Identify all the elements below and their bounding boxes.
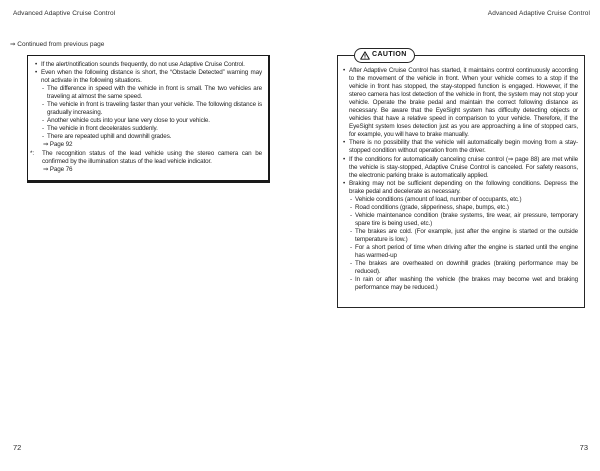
list-item-text: Even when the following distance is short, the “Obstacle Detected” warning may not activate in the following situations. [41, 69, 262, 85]
dash-marker: - [42, 133, 44, 141]
list-item [35, 101, 262, 117]
continued-info-box [27, 55, 270, 183]
list-item-text: For a short period of time when driving after the engine is started until the engine has warmed-up [355, 244, 578, 260]
dash-marker: - [350, 276, 352, 284]
footnote-text: The recognition status of the lead vehicle using the stereo camera can be confirmed by the illumination status of the lead vehicle indicator. [42, 149, 262, 165]
dash-marker: - [42, 85, 44, 93]
footnote [30, 150, 262, 166]
caution-box [337, 51, 585, 308]
list-item-text: The difference in speed with the vehicle in front is small. The two vehicles are traveling at almost the same speed. [47, 85, 262, 101]
list-item [343, 244, 578, 260]
caution-label [354, 48, 415, 63]
list-item [343, 204, 578, 212]
list-item-text: After Adaptive Cruise Control has started, it maintains control continuously according to the movement of the vehicle in front. When your vehicle comes to a stop if the vehicle in front has stopped, the stay-stopped function is engaged. However, if the stereo camera has lost detection of the vehicle in front, the system may not stop your vehicle. Operate the brake pedal and maintain the correct following distance as necessary. Be aware that the EyeSight system has difficulty detecting objects or vehicles that have a relative speed in comparison to your vehicle. Therefore, if the EyeSight system loses detection just as you are approaching a line of stopped cars, for example, you will have to brake manually. [349, 67, 578, 139]
bullet-marker: • [343, 139, 346, 147]
footnote-marker: *: [30, 149, 34, 157]
list-item-text: The brakes are overheated on downhill grades (braking performance may be reduced). [355, 260, 578, 276]
dash-marker: - [350, 211, 352, 219]
dash-marker: - [42, 101, 44, 109]
list-item-text: Vehicle maintenance condition (brake systems, tire wear, air pressure, temporary spare tire is being used, etc.) [355, 211, 578, 227]
page-reference-text: ⇒ Page 92 [43, 141, 73, 149]
list-item-text: Braking may not be sufficient depending on the following conditions. Depress the brake pedal and decelerate as necessary. [349, 179, 578, 195]
dash-marker: - [42, 117, 44, 125]
list-item-text: Another vehicle cuts into your lane very close to your vehicle. [47, 117, 210, 125]
warning-triangle-icon [360, 51, 370, 60]
list-item [35, 69, 262, 85]
right-page-header: Advanced Adaptive Cruise Control [487, 10, 590, 17]
page-reference-text: ⇒ Page 76 [43, 165, 73, 173]
list-item [343, 196, 578, 204]
page-reference [35, 166, 262, 174]
list-item [35, 85, 262, 101]
list-item [35, 61, 262, 69]
list-item [343, 228, 578, 244]
left-page-header: Advanced Adaptive Cruise Control [13, 10, 116, 17]
list-item-text: There is no possibility that the vehicle will automatically begin moving from a stay-stopped condition without operation from the driver. [349, 139, 578, 155]
continued-from-previous-page-note: ⇒ Continued from previous page [10, 41, 105, 48]
list-item-text: Vehicle conditions (amount of load, number of occupants, etc.) [355, 195, 522, 203]
bullet-marker: • [35, 69, 38, 77]
list-item-text: In rain or after washing the vehicle (the brakes may become wet and braking performance may be reduced.) [355, 276, 578, 292]
list-item [343, 276, 578, 292]
list-item-text: If the conditions for automatically canceling cruise control (⇒ page 88) are met while the vehicle is stay-stopped, Adaptive Cruise Control is canceled. For safety reasons, the electronic parking brake is automatically applied. [349, 155, 578, 179]
dash-marker: - [350, 244, 352, 252]
list-item [343, 67, 578, 139]
bullet-marker: • [343, 155, 346, 163]
list-item [343, 260, 578, 276]
dash-marker: - [350, 195, 352, 203]
dash-marker: - [350, 227, 352, 235]
list-item [343, 156, 578, 180]
dash-marker: - [350, 260, 352, 268]
bullet-marker: • [343, 67, 346, 74]
list-item-text: The vehicle in front decelerates suddenly. [47, 125, 158, 133]
bullet-marker: • [35, 61, 38, 68]
list-item-text: There are repeated uphill and downhill grades. [47, 133, 172, 141]
dash-marker: - [350, 203, 352, 211]
dash-marker: - [42, 125, 44, 133]
list-item [343, 180, 578, 196]
list-item-text: If the alert/notification sounds frequently, do not use Adaptive Cruise Control. [41, 61, 245, 68]
list-item [343, 212, 578, 228]
list-item [35, 117, 262, 125]
caution-label-text: CAUTION [372, 51, 407, 59]
list-item [343, 139, 578, 155]
list-item-text: The vehicle in front is traveling faster than your vehicle. The following distance is gradually increasing. [47, 101, 262, 117]
left-page-number: 72 [13, 443, 22, 452]
list-item [35, 133, 262, 141]
list-item-text: Road conditions (grade, slipperiness, shape, bumps, etc.) [355, 203, 509, 211]
list-item-text: The brakes are cold. (For example, just after the engine is started or the outside temperature is low.) [355, 227, 578, 243]
page-reference [35, 141, 262, 149]
bullet-marker: • [343, 179, 346, 187]
right-page-number: 73 [579, 443, 588, 452]
list-item [35, 125, 262, 133]
